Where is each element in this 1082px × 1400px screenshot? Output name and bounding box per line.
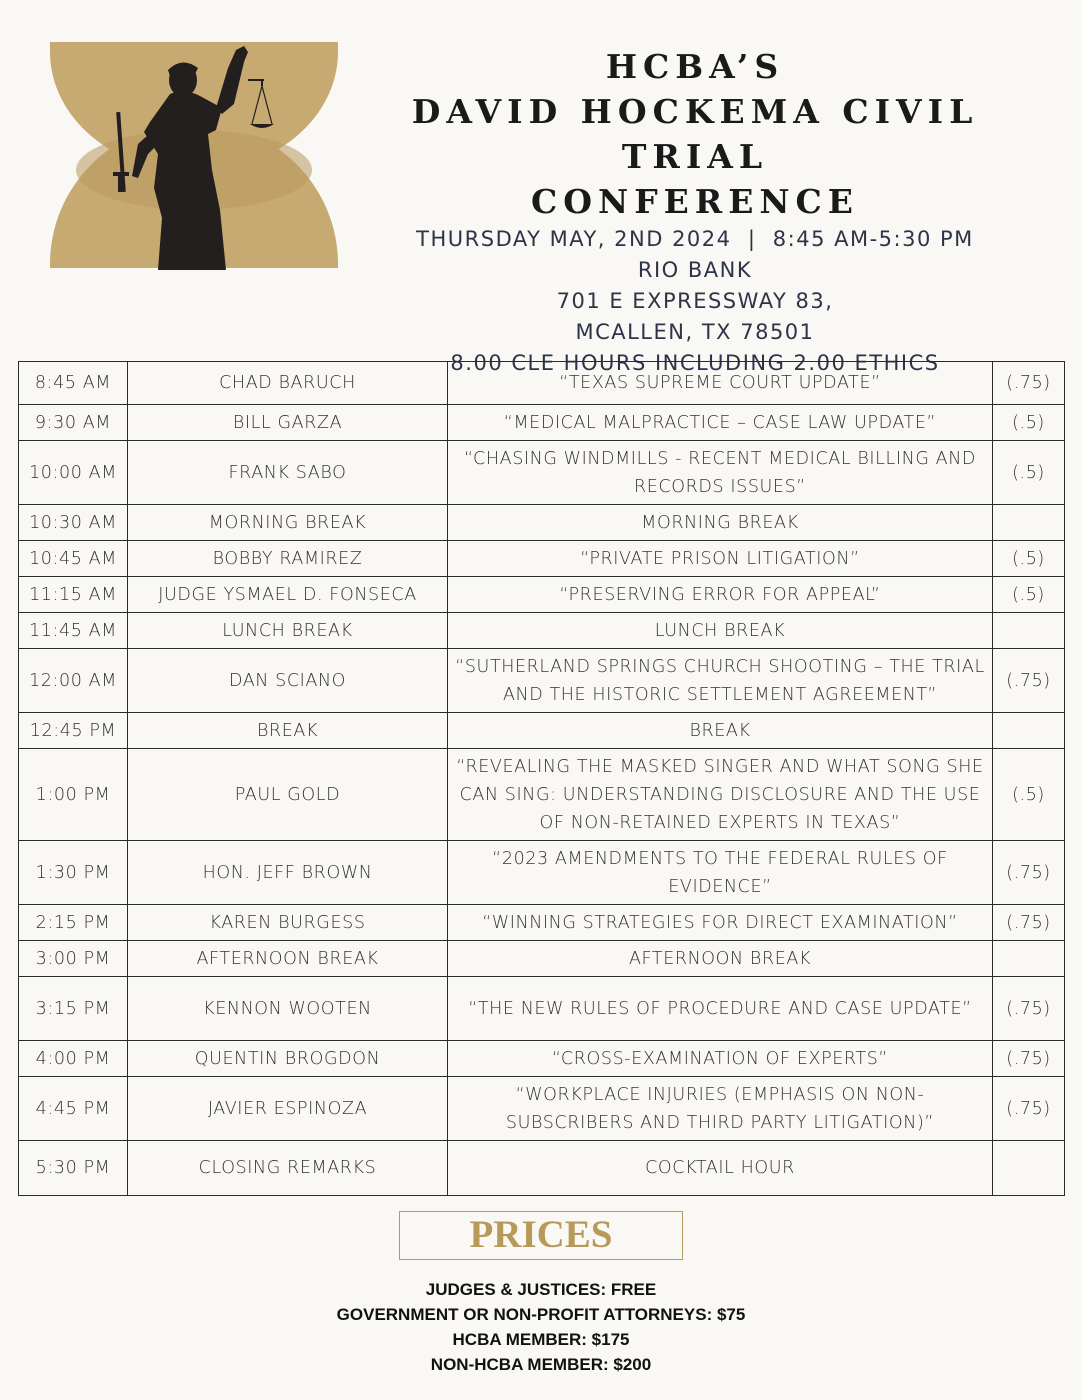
schedule-row	[19, 613, 1065, 649]
schedule-speaker: LUNCH BREAK	[128, 613, 448, 649]
schedule-speaker: KENNON WOOTEN	[128, 977, 448, 1041]
schedule-topic: “WINNING STRATEGIES FOR DIRECT EXAMINATION”	[448, 905, 993, 941]
schedule-time: 10:00 AM	[19, 441, 128, 505]
schedule-row	[19, 405, 1065, 441]
schedule-topic: “CHASING WINDMILLS - RECENT MEDICAL BILLING AND RECORDS ISSUES”	[448, 441, 993, 505]
schedule-cle-hours: (.75)	[993, 977, 1065, 1041]
schedule-time: 10:30 AM	[19, 505, 128, 541]
schedule-row	[19, 749, 1065, 841]
schedule-time: 9:30 AM	[19, 405, 128, 441]
schedule-cle-hours: (.5)	[993, 405, 1065, 441]
schedule-speaker: HON. JEFF BROWN	[128, 841, 448, 905]
event-city-state-zip: MCALLEN, TX 78501	[575, 320, 815, 344]
schedule-time: 1:30 PM	[19, 841, 128, 905]
schedule-topic: MORNING BREAK	[448, 505, 993, 541]
schedule-topic: “THE NEW RULES OF PROCEDURE AND CASE UPDATE”	[448, 977, 993, 1041]
schedule-row	[19, 1077, 1065, 1141]
schedule-topic: “PRIVATE PRISON LITIGATION”	[448, 541, 993, 577]
schedule-speaker: JUDGE YSMAEL D. FONSECA	[128, 577, 448, 613]
schedule-row	[19, 941, 1065, 977]
prices-heading: PRICES	[399, 1211, 683, 1260]
schedule-topic: “MEDICAL MALPRACTICE – CASE LAW UPDATE”	[448, 405, 993, 441]
schedule-row	[19, 1041, 1065, 1077]
schedule-cle-hours: (.75)	[993, 1077, 1065, 1141]
schedule-row	[19, 649, 1065, 713]
schedule-speaker: FRANK SABO	[128, 441, 448, 505]
lady-justice-logo	[50, 42, 338, 272]
schedule-time: 4:45 PM	[19, 1077, 128, 1141]
schedule-cle-hours: (.5)	[993, 577, 1065, 613]
schedule-speaker: PAUL GOLD	[128, 749, 448, 841]
schedule-speaker: DAN SCIANO	[128, 649, 448, 713]
event-title-line-2: DAVID HOCKEMA CIVIL TRIAL	[411, 92, 979, 176]
schedule-speaker: CLOSING REMARKS	[128, 1141, 448, 1196]
price-item: NON-HCBA MEMBER: $200	[430, 1355, 652, 1374]
schedule-speaker: BOBBY RAMIREZ	[128, 541, 448, 577]
schedule-time: 3:00 PM	[19, 941, 128, 977]
schedule-speaker: MORNING BREAK	[128, 505, 448, 541]
schedule-speaker: JAVIER ESPINOZA	[128, 1077, 448, 1141]
schedule-time: 12:00 AM	[19, 649, 128, 713]
schedule-topic: BREAK	[448, 713, 993, 749]
schedule-topic: “REVEALING THE MASKED SINGER AND WHAT SONG SHE CAN SING: UNDERSTANDING DISCLOSURE AND THE USE OF NON-RETAINED EXPERTS IN TEXAS”	[448, 749, 993, 841]
schedule-speaker: CHAD BARUCH	[128, 362, 448, 405]
schedule-row	[19, 713, 1065, 749]
price-item: JUDGES & JUSTICES: FREE	[425, 1280, 657, 1299]
schedule-row	[19, 362, 1065, 405]
schedule-cle-hours: (.75)	[993, 649, 1065, 713]
event-venue: RIO BANK	[637, 258, 753, 282]
price-item: HCBA MEMBER: $175	[452, 1330, 630, 1349]
schedule-topic: LUNCH BREAK	[448, 613, 993, 649]
schedule-cle-hours	[993, 941, 1065, 977]
schedule-topic: “TEXAS SUPREME COURT UPDATE”	[448, 362, 993, 405]
schedule-row	[19, 541, 1065, 577]
schedule-cle-hours: (.5)	[993, 749, 1065, 841]
schedule-row	[19, 505, 1065, 541]
schedule-speaker: KAREN BURGESS	[128, 905, 448, 941]
schedule-speaker: QUENTIN BROGDON	[128, 1041, 448, 1077]
schedule-time: 2:15 PM	[19, 905, 128, 941]
schedule-cle-hours: (.5)	[993, 541, 1065, 577]
schedule-topic: “WORKPLACE INJURIES (EMPHASIS ON NON-SUBSCRIBERS AND THIRD PARTY LITIGATION)”	[448, 1077, 993, 1141]
schedule-topic: AFTERNOON BREAK	[448, 941, 993, 977]
schedule-time: 8:45 AM	[19, 362, 128, 405]
schedule-time: 11:45 AM	[19, 613, 128, 649]
schedule-row	[19, 1141, 1065, 1196]
schedule-time: 12:45 PM	[19, 713, 128, 749]
schedule-cle-hours	[993, 1141, 1065, 1196]
schedule-speaker: BREAK	[128, 713, 448, 749]
schedule-row	[19, 905, 1065, 941]
event-date-time: THURSDAY MAY, 2ND 2024 | 8:45 AM-5:30 PM	[416, 227, 974, 251]
schedule-cle-hours: (.5)	[993, 441, 1065, 505]
schedule-row	[19, 577, 1065, 613]
schedule-cle-hours: (.75)	[993, 362, 1065, 405]
event-street-address: 701 E EXPRESSWAY 83,	[556, 289, 834, 313]
price-list	[0, 1277, 1082, 1377]
schedule-cle-hours	[993, 713, 1065, 749]
schedule-topic: “SUTHERLAND SPRINGS CHURCH SHOOTING – THE TRIAL AND THE HISTORIC SETTLEMENT AGREEMENT”	[448, 649, 993, 713]
schedule-table	[18, 361, 1065, 1196]
schedule-speaker: BILL GARZA	[128, 405, 448, 441]
event-header	[350, 44, 1040, 379]
schedule-speaker: AFTERNOON BREAK	[128, 941, 448, 977]
price-item: GOVERNMENT OR NON-PROFIT ATTORNEYS: $75	[336, 1305, 746, 1324]
schedule-cle-hours	[993, 505, 1065, 541]
schedule-cle-hours: (.75)	[993, 1041, 1065, 1077]
schedule-topic: “2023 AMENDMENTS TO THE FEDERAL RULES OF EVIDENCE”	[448, 841, 993, 905]
schedule-time: 11:15 AM	[19, 577, 128, 613]
schedule-row	[19, 977, 1065, 1041]
event-cle-hours: 8.00 CLE HOURS INCLUDING 2.00 ETHICS	[450, 351, 940, 375]
schedule-topic: “CROSS-EXAMINATION OF EXPERTS”	[448, 1041, 993, 1077]
schedule-time: 10:45 AM	[19, 541, 128, 577]
schedule-cle-hours	[993, 613, 1065, 649]
schedule-row	[19, 441, 1065, 505]
schedule-time: 1:00 PM	[19, 749, 128, 841]
schedule-row	[19, 841, 1065, 905]
schedule-time: 4:00 PM	[19, 1041, 128, 1077]
schedule-cle-hours: (.75)	[993, 841, 1065, 905]
schedule-topic: “PRESERVING ERROR FOR APPEAL”	[448, 577, 993, 613]
schedule-topic: COCKTAIL HOUR	[448, 1141, 993, 1196]
schedule-cle-hours: (.75)	[993, 905, 1065, 941]
schedule-time: 5:30 PM	[19, 1141, 128, 1196]
schedule-time: 3:15 PM	[19, 977, 128, 1041]
event-title-line-3: CONFERENCE	[531, 182, 859, 221]
event-title-line-1: HCBA’S	[605, 47, 785, 86]
